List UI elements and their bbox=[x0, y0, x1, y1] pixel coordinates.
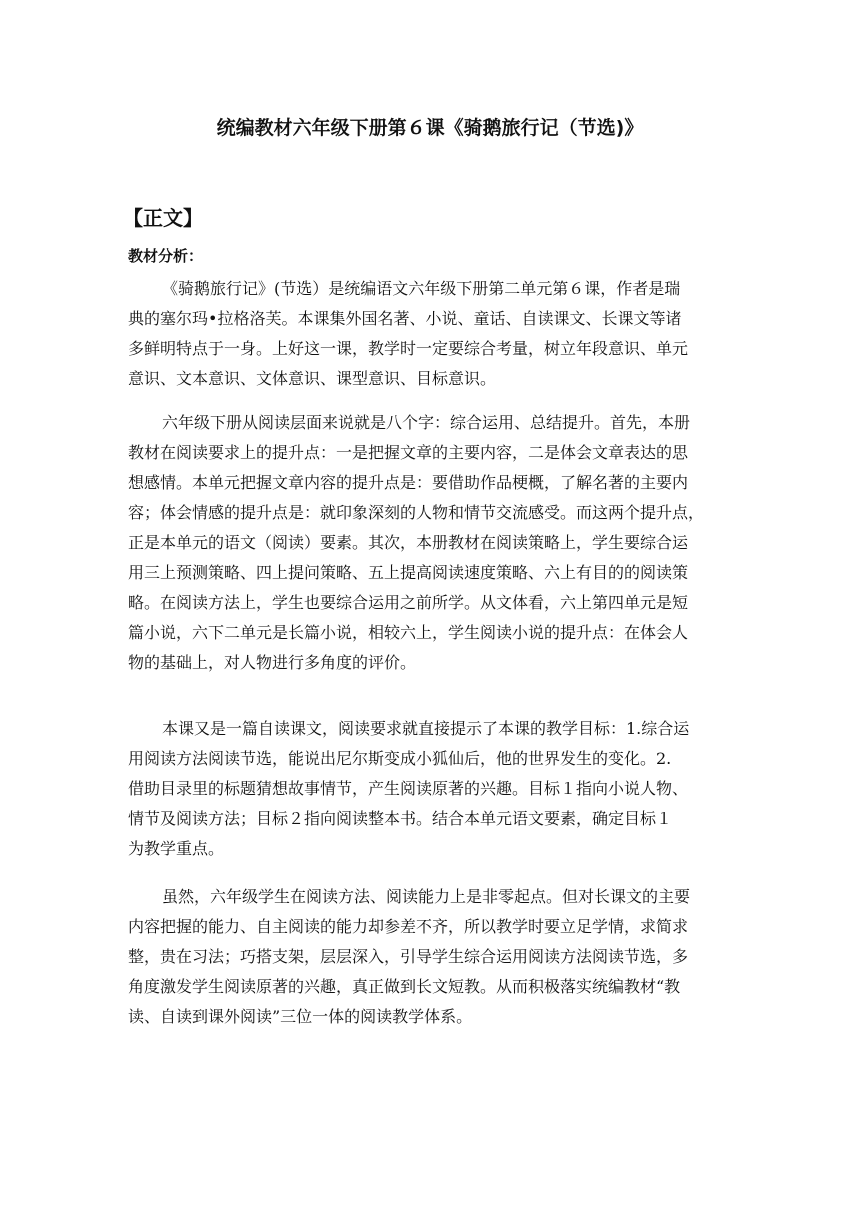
paragraph-line: 《骑鹅旅行记》(节选）是统编语文六年级下册第二单元第６课，作者是瑞 bbox=[162, 279, 681, 298]
paragraph-line: 典的塞尔玛•拉格洛芙。本课集外国名著、小说、童话、自读课文、长课文等诸 bbox=[128, 309, 682, 328]
paragraph-1 bbox=[128, 274, 736, 394]
paragraph-3 bbox=[128, 714, 736, 864]
paragraph-line: 教材在阅读要求上的提升点：一是把握文章的主要内容，二是体会文章表达的思 bbox=[128, 443, 689, 462]
document-title: 统编教材六年级下册第６课《骑鹅旅行记（节选)》 bbox=[216, 117, 644, 139]
paragraph-line: 意识、文本意识、文体意识、课型意识、目标意识。 bbox=[128, 369, 497, 388]
paragraph-line: 读、自读到课外阅读”三位一体的阅读教学体系。 bbox=[128, 1007, 473, 1026]
paragraph-line: 容；体会情感的提升点是：就印象深刻的人物和情节交流感受。而这两个提升点， bbox=[128, 503, 705, 522]
paragraph-line: 借助目录里的标题猜想故事情节，产生阅读原著的兴趣。目标１指向小说人物、 bbox=[128, 779, 689, 798]
paragraph-line: 情节及阅读方法；目标２指向阅读整本书。结合本单元语文要素，确定目标１ bbox=[128, 809, 673, 828]
paragraph-line: 虽然，六年级学生在阅读方法、阅读能力上是非零起点。但对长课文的主要 bbox=[162, 887, 691, 906]
paragraph-line: 本课又是一篇自读课文，阅读要求就直接提示了本课的教学目标：1.综合运 bbox=[162, 719, 690, 738]
paragraph-2 bbox=[128, 408, 736, 678]
paragraph-line: 篇小说，六下二单元是长篇小说，相较六上，学生阅读小说的提升点：在体会人 bbox=[128, 623, 689, 642]
paragraph-line: 整，贵在习法；巧搭支架，层层深入，引导学生综合运用阅读方法阅读节选，多 bbox=[128, 947, 689, 966]
paragraph-line: 物的基础上，对人物进行多角度的评价。 bbox=[128, 653, 417, 672]
paragraph-line: 角度激发学生阅读原著的兴趣，真正做到长文短教。从而积极落实统编教材“教 bbox=[128, 977, 681, 996]
paragraph-line: 内容把握的能力、自主阅读的能力却参差不齐，所以教学时要立足学情，求简求 bbox=[128, 917, 689, 936]
paragraph-line: 用阅读方法阅读节选，能说出尼尔斯变成小狐仙后，他的世界发生的变化。2. bbox=[128, 749, 672, 768]
paragraph-4 bbox=[128, 882, 736, 1032]
paragraph-line: 正是本单元的语文（阅读）要素。其次，本册教材在阅读策略上，学生要综合运 bbox=[128, 533, 689, 552]
sub-heading-textbook-analysis: 教材分析： bbox=[128, 247, 204, 265]
paragraph-line: 多鲜明特点于一身。上好这一课，教学时一定要综合考量，树立年段意识、单元 bbox=[128, 339, 689, 358]
paragraph-line: 六年级下册从阅读层面来说就是八个字：综合运用、总结提升。首先，本册 bbox=[162, 413, 691, 432]
paragraph-line: 用三上预测策略、四上提问策略、五上提高阅读速度策略、六上有目的的阅读策 bbox=[128, 563, 689, 582]
paragraph-line: 略。在阅读方法上，学生也要综合运用之前所学。从文体看，六上第四单元是短 bbox=[128, 593, 689, 612]
section-heading-main-text: 【正文】 bbox=[123, 206, 203, 230]
paragraph-line: 想感情。本单元把握文章内容的提升点是：要借助作品梗概，了解名著的主要内 bbox=[128, 473, 689, 492]
paragraph-line: 为教学重点。 bbox=[128, 839, 225, 858]
